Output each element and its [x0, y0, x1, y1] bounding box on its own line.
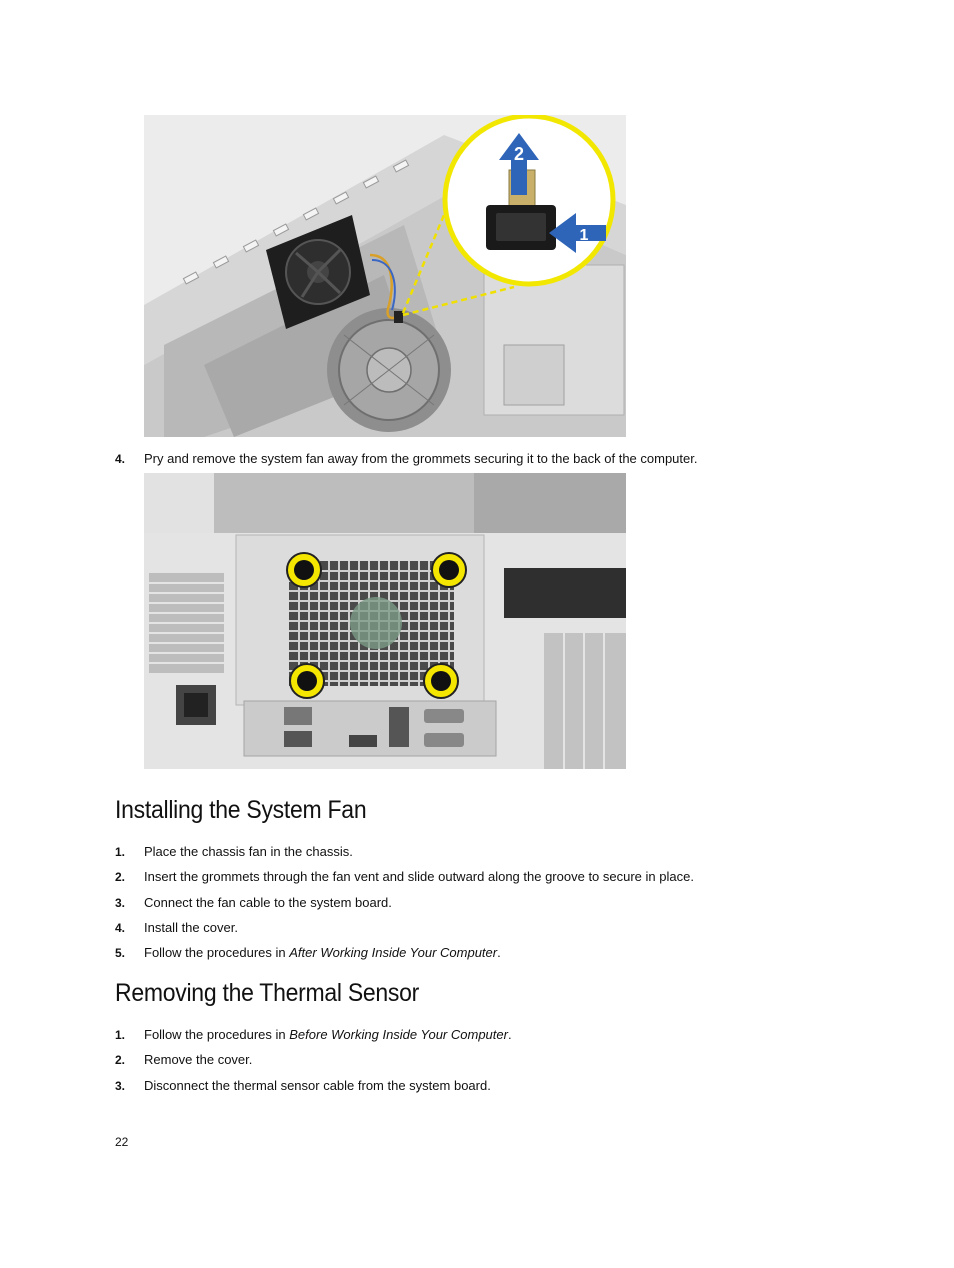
page-number: 22 — [115, 1135, 129, 1149]
cross-reference-after-working-inside: After Working Inside Your Computer — [289, 945, 498, 960]
step-text-after: . — [497, 945, 501, 960]
step-number: 2. — [115, 1053, 126, 1067]
step-text: Pry and remove the system fan away from the grommets securing it to the back of the computer. — [144, 451, 698, 466]
step-text: Insert the grommets through the fan vent and slide outward along the groove to secure in place. — [144, 869, 694, 884]
section-heading-removing-thermal-sensor: Removing the Thermal Sensor — [115, 979, 420, 1007]
step-text-before: Follow the procedures in — [144, 1027, 290, 1042]
step-text: Remove the cover. — [144, 1052, 253, 1067]
step-text — [144, 1027, 512, 1043]
callout-number-2: 2 — [513, 144, 525, 164]
step-text: Disconnect the thermal sensor cable from the system board. — [144, 1078, 491, 1093]
step-number: 3. — [115, 896, 126, 910]
step-number: 4. — [115, 921, 126, 935]
step-number: 5. — [115, 946, 126, 960]
fan-grommets-illustration — [144, 473, 626, 769]
step-text: Install the cover. — [144, 920, 238, 935]
step-text — [144, 945, 501, 961]
step-number: 1. — [115, 1028, 126, 1042]
section-heading-installing-system-fan: Installing the System Fan — [115, 796, 367, 824]
step-text-before: Follow the procedures in — [144, 945, 290, 960]
step-text-after: . — [507, 1027, 512, 1042]
step-number: 4. — [115, 452, 126, 466]
step-text: Connect the fan cable to the system board. — [144, 895, 392, 910]
fan-cable-illustration — [144, 115, 626, 437]
cross-reference-before-working-inside: Before Working Inside Your Computer — [289, 1027, 508, 1042]
callout-number-1: 1 — [579, 227, 589, 244]
step-text: Place the chassis fan in the chassis. — [144, 844, 353, 859]
step-number: 2. — [115, 870, 126, 884]
step-number: 1. — [115, 845, 126, 859]
step-number: 3. — [115, 1079, 126, 1093]
